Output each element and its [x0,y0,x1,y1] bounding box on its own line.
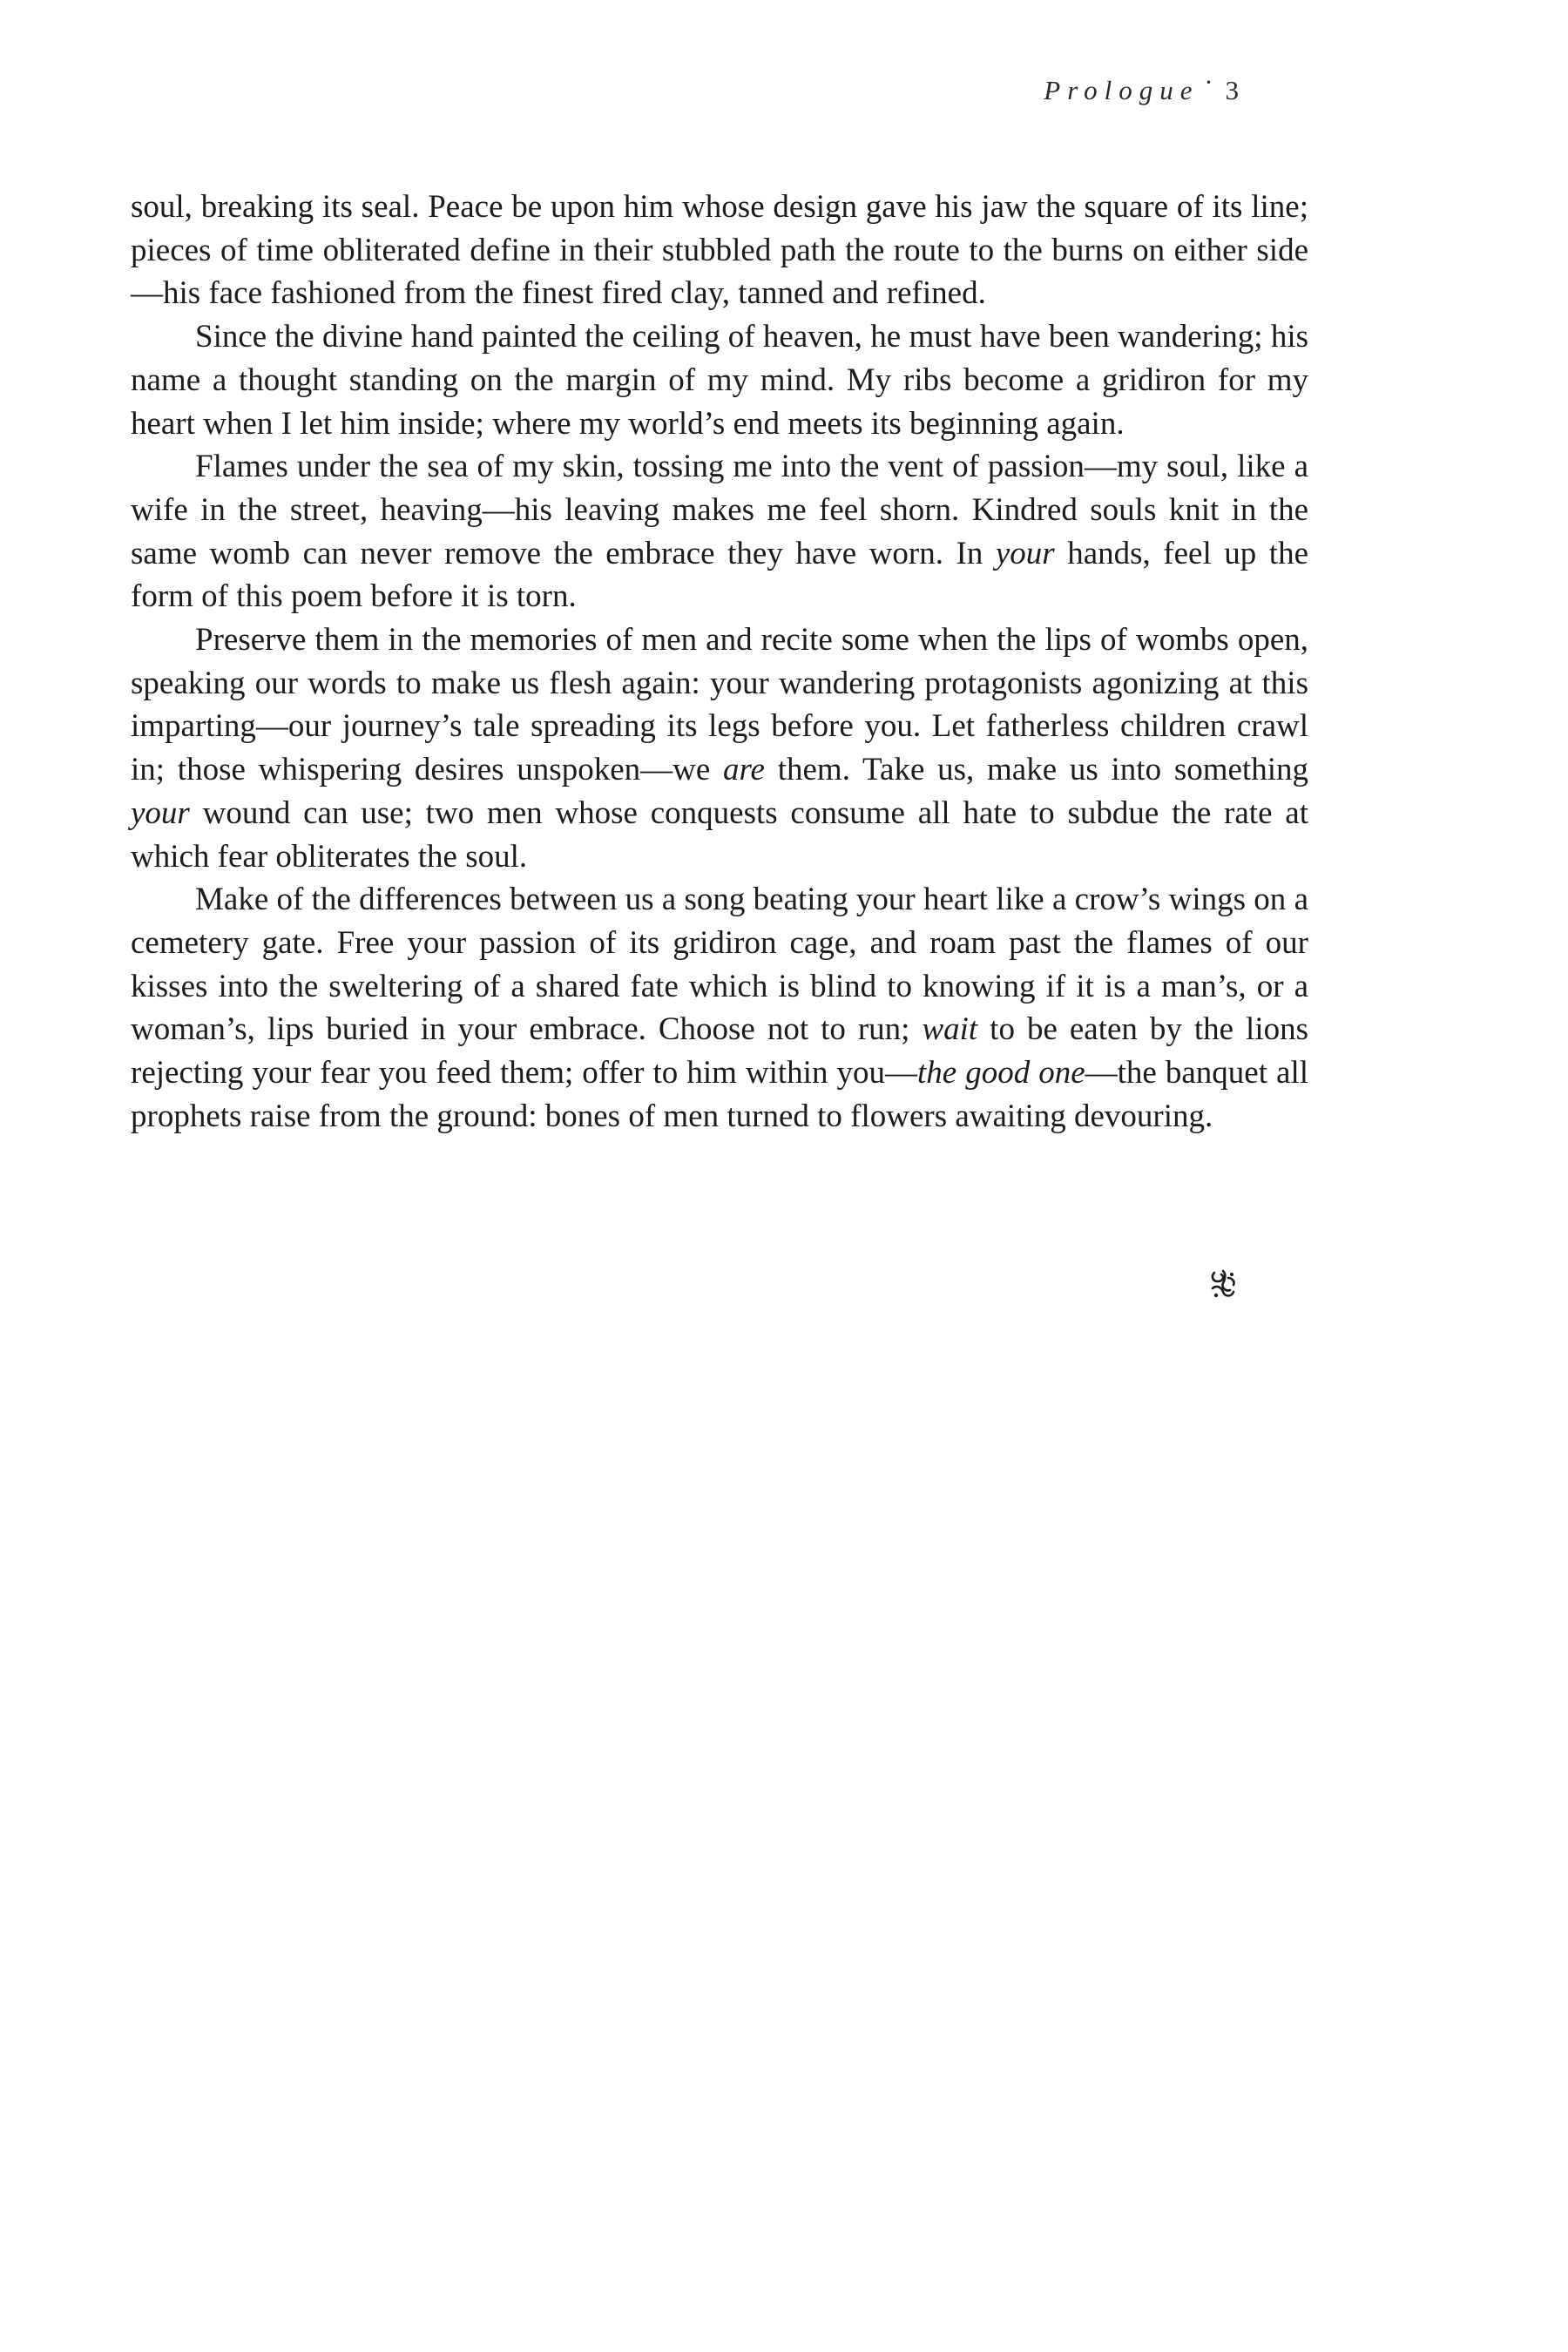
italic-run: your [131,794,190,831]
italic-run: wait [922,1011,978,1048]
paragraph [131,315,1308,445]
italic-run: your [995,535,1055,571]
running-title: Prologue [1044,75,1200,105]
text-run: Preserve them in the memories of men and recite some when the lips of wombs open, speaking our words to make us flesh again: your wandering protagonists agonizing at this imparting—our journey’s tale spreading its legs before you. Let fatherless children crawl in; those whispering desires unspoken—we [131,622,1308,788]
text-run: Flames under the sea of my skin, tossing me into the vent of passion—my soul, like a wife in the street, heaving—his leaving makes me feel shorn. Kindred souls knit in the same womb can never remove the embrace they have worn. In [131,449,1308,571]
italic-run: are [723,752,765,788]
paragraph [131,186,1308,315]
running-head [1044,68,1239,106]
text-run: Make of the differences between us a song beating your heart like a crow’s wings on a cemetery gate. Free your passion of its gridiron cage, and roam past the flames of our kisses into the sweltering of a shared fate which is blind to knowing if it is a man’s, or a woman’s, lips buried in your embrace. Choose not to run; [131,882,1308,1048]
text-run: soul, breaking its seal. Peace be upon him whose design gave his jaw the square of its line; pieces of time obliterated define in their stubbled path the route to the burns on either side—his face fashioned from the finest fired clay, tanned and refined. [131,189,1308,312]
page-number: 3 [1225,75,1239,105]
text-run: them. Take us, make us into something [764,752,1308,788]
text-run: hands, feel up the form of this poem before it is torn. [131,535,1308,615]
text-run: to be eaten by the lions rejecting your fear you feed them; offer to him within you— [131,1011,1308,1092]
paragraph [131,878,1308,1138]
paragraph [131,618,1308,878]
running-head-separator: · [1204,68,1213,97]
paragraph [131,445,1308,618]
italic-run: the good one [916,1055,1085,1092]
body-text [131,186,1308,1138]
text-run: Since the divine hand painted the ceiling of heaven, he must have been wandering; his name a thought standing on the margin of my mind. My ribs become a gridiron for my heart when I let him inside; where my world’s end meets its beginning again. [131,319,1308,442]
fleuron-ornament-icon [1207,1267,1239,1302]
text-run: wound can use; two men whose conquests consume all hate to subdue the rate at which fear obliterates the soul. [131,794,1308,875]
text-run: —the banquet all prophets raise from the ground: bones of men turned to flowers awaiting devouring. [131,1055,1309,1134]
